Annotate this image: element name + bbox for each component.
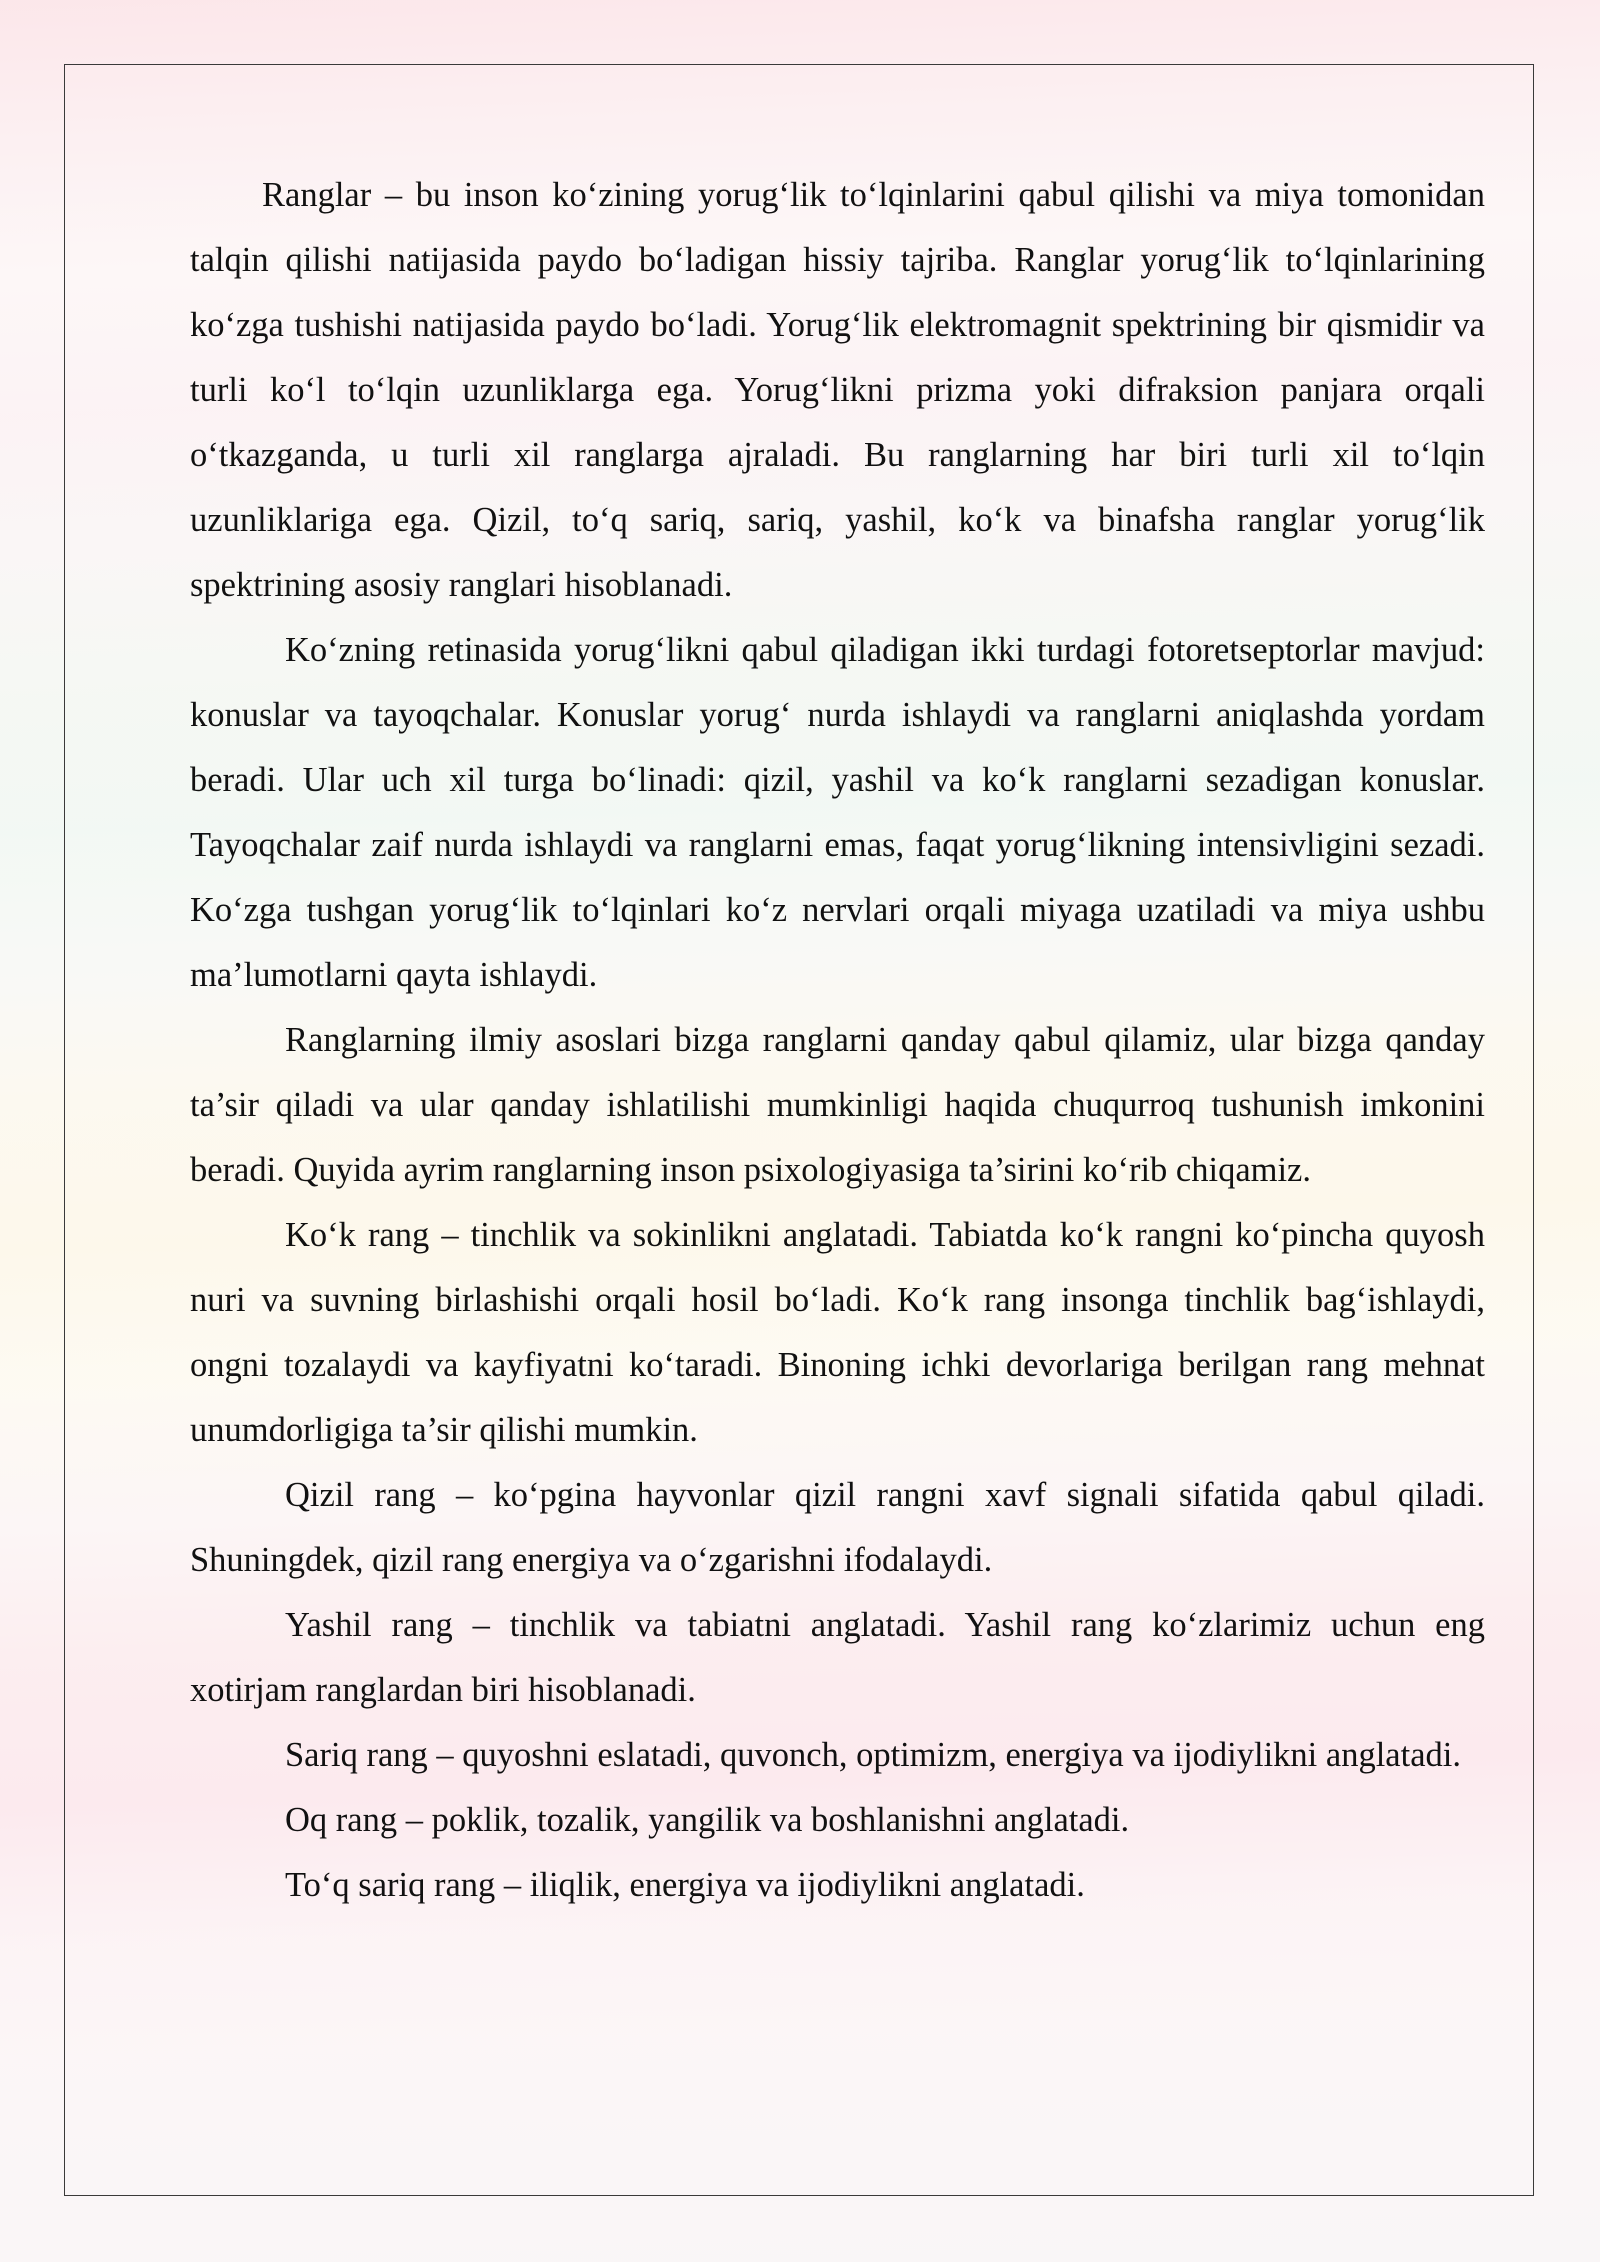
paragraph-white: Oq rang – poklik, tozalik, yangilik va boshlanishni anglatadi. — [285, 1801, 1130, 1839]
document-body — [190, 163, 1485, 1918]
paragraph-scientific-basis: Ranglarning ilmiy asoslari bizga ranglarni qanday qabul qilamiz, ular bizga qanday ta’sir qiladi va ular qanday ishlatilishi mumkinligi haqida chuqurroq tushunish imkonini beradi. Quyida ayrim ranglarning inson psixologiyasiga ta’sirini ko‘rib chiqamiz. — [190, 1021, 1485, 1189]
paragraph-orange: To‘q sariq rang – iliqlik, energiya va ijodiylikni anglatadi. — [285, 1866, 1085, 1904]
paragraph-colors-definition: Ranglar – bu inson ko‘zining yorug‘lik to‘lqinlarini qabul qilishi va miya tomonidan talqin qilishi natijasida paydo bo‘ladigan hissiy tajriba. Ranglar yorug‘lik to‘lqinlarining ko‘zga tushishi natijasida paydo bo‘ladi. Yorug‘lik elektromagnit spektrining bir qismidir va turli ko‘l to‘lqin uzunliklarga ega. Yorug‘likni prizma yoki difraksion panjara orqali o‘tkazganda, u turli xil ranglarga ajraladi. Bu ranglarning har biri turli xil to‘lqin uzunliklariga ega. Qizil, to‘q sariq, sariq, yashil, ko‘k va binafsha ranglar yorug‘lik spektrining asosiy ranglari hisoblanadi. — [190, 176, 1485, 604]
paragraph-red: Qizil rang – ko‘pgina hayvonlar qizil rangni xavf signali sifatida qabul qiladi. Shuningdek, qizil rang energiya va o‘zgarishni ifodalaydi. — [190, 1476, 1485, 1579]
paragraph-photoreceptors: Ko‘zning retinasida yorug‘likni qabul qiladigan ikki turdagi fotoretseptorlar mavjud: konuslar va tayoqchalar. Konuslar yorug‘ nurda ishlaydi va ranglarni aniqlashda yordam beradi. Ular uch xil turga bo‘linadi: qizil, yashil va ko‘k ranglarni sezadigan konuslar. Tayoqchalar zaif nurda ishlaydi va ranglarni emas, faqat yorug‘likning intensivligini sezadi. Ko‘zga tushgan yorug‘lik to‘lqinlari ko‘z nervlari orqali miyaga uzatiladi va miya ushbu ma’lumotlarni qayta ishlaydi. — [190, 631, 1485, 994]
paragraph-yellow: Sariq rang – quyoshni eslatadi, quvonch, optimizm, energiya va ijodiylikni anglatadi. — [285, 1736, 1461, 1774]
paragraph-green: Yashil rang – tinchlik va tabiatni anglatadi. Yashil rang ko‘zlarimiz uchun eng xotirjam ranglardan biri hisoblanadi. — [190, 1606, 1485, 1709]
paragraph-blue: Ko‘k rang – tinchlik va sokinlikni anglatadi. Tabiatda ko‘k rangni ko‘pincha quyosh nuri va suvning birlashishi orqali hosil bo‘ladi. Ko‘k rang insonga tinchlik bag‘ishlaydi, ongni tozalaydi va kayfiyatni ko‘taradi. Binoning ichki devorlariga berilgan rang mehnat unumdorligiga ta’sir qilishi mumkin. — [190, 1216, 1485, 1449]
